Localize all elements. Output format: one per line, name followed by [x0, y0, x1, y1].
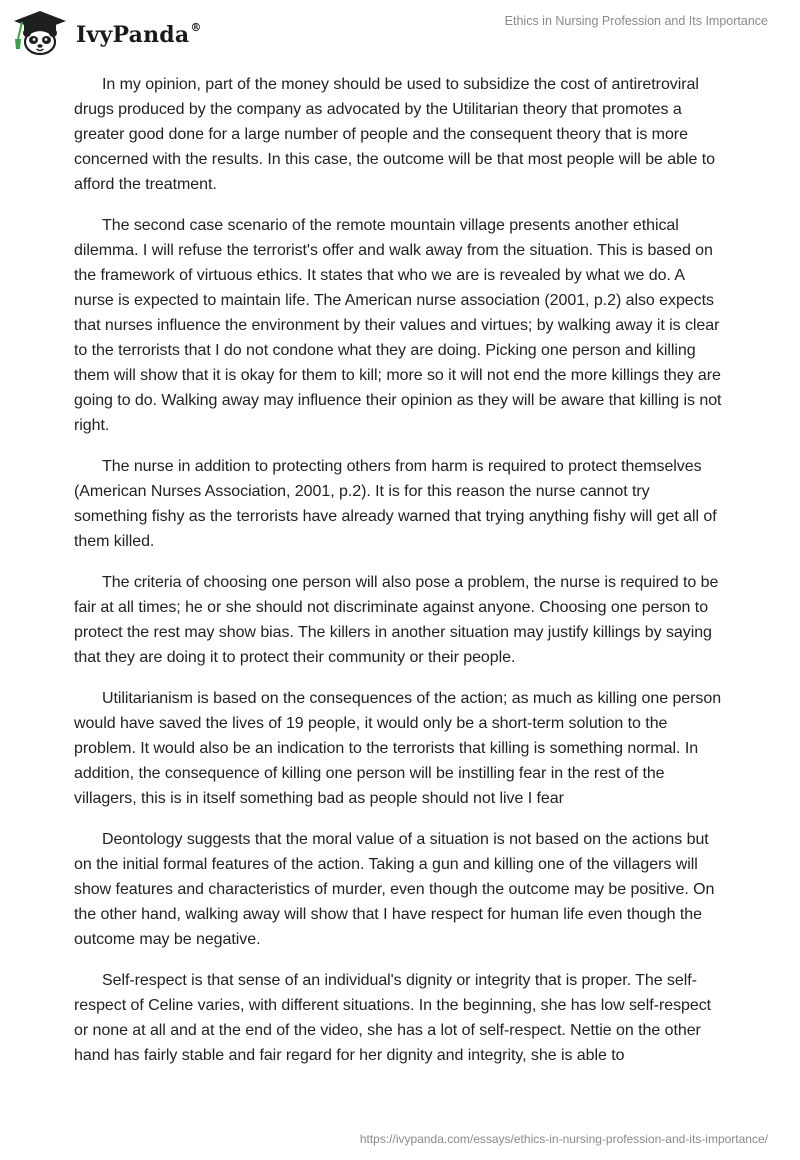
paragraph: In my opinion, part of the money should be used to subsidize the cost of antiretroviral drugs produced by the company as advocated by the Utilitarian theory that promotes a greater good done for a large number of people and the consequent theory that is more concerned with the results. In this case, the outcome will be that most people will be able to afford the treatment. — [74, 76, 715, 193]
source-url-link[interactable]: https://ivypanda.com/essays/ethics-in-nursing-profession-and-its-importance/ — [359, 1132, 768, 1146]
essay-body — [74, 72, 726, 1068]
panda-graduation-cap-icon — [12, 9, 68, 57]
brand-name: IvyPanda® — [76, 20, 202, 48]
registered-mark: ® — [190, 20, 202, 34]
paragraph: The second case scenario of the remote mountain village presents another ethical dilemma. I will refuse the terrorist's offer and walk away from the situation. This is based on the framework of virtuous ethics. It states that who we are is revealed by what we do. A nurse is expected to maintain life. The American nurse association (2001, p.2) also expects that nurses influence the environment by their values and virtues; by walking away it is clear to the terrorists that I do not condone what they are doing. Picking one person and killing them will show that it is okay for them to kill; more so it will not end the more killings they are going to do. Walking away may influence their opinion as they will be aware that killing is not right. — [74, 217, 722, 434]
paragraph: Self-respect is that sense of an individual's dignity or integrity that is proper. The self-respect of Celine varies, with different situations. In the beginning, she has low self-respect or none at all and at the end of the video, she has a lot of self-respect. Nettie on the other hand has fairly stable and fair regard for her dignity and integrity, she is able to — [74, 972, 712, 1064]
paragraph: Deontology suggests that the moral value of a situation is not based on the actions but on the initial formal features of the action. Taking a gun and killing one of the villagers will show features and characteristics of murder, even though the outcome may be positive. On the other hand, walking away will show that I have respect for human life even though the outcome may be negative. — [74, 831, 715, 948]
ivypanda-logo-link[interactable] — [12, 9, 202, 57]
paragraph: The nurse in addition to protecting others from harm is required to protect themselves (American Nurses Association, 2001, p.2). It is for this reason the nurse cannot try something fishy as the terrorists have already warned that trying anything fishy will get all of them killed. — [74, 458, 717, 550]
paragraph: The criteria of choosing one person will also pose a problem, the nurse is required to be fair at all times; he or she should not discriminate against anyone. Choosing one person to protect the rest may show bias. The killers in another situation may justify killings by saying that they are doing it to protect their community or their people. — [74, 574, 719, 666]
document-title: Ethics in Nursing Profession and Its Importance — [504, 14, 768, 28]
paragraph: Utilitarianism is based on the consequences of the action; as much as killing one person would have saved the lives of 19 people, it would only be a short-term solution to the problem. It would also be an indication to the terrorists that killing is something normal. In addition, the consequence of killing one person will be instilling fear in the rest of the villagers, this is in itself something bad as people should not live I fear — [74, 690, 722, 807]
page-header — [0, 0, 800, 64]
